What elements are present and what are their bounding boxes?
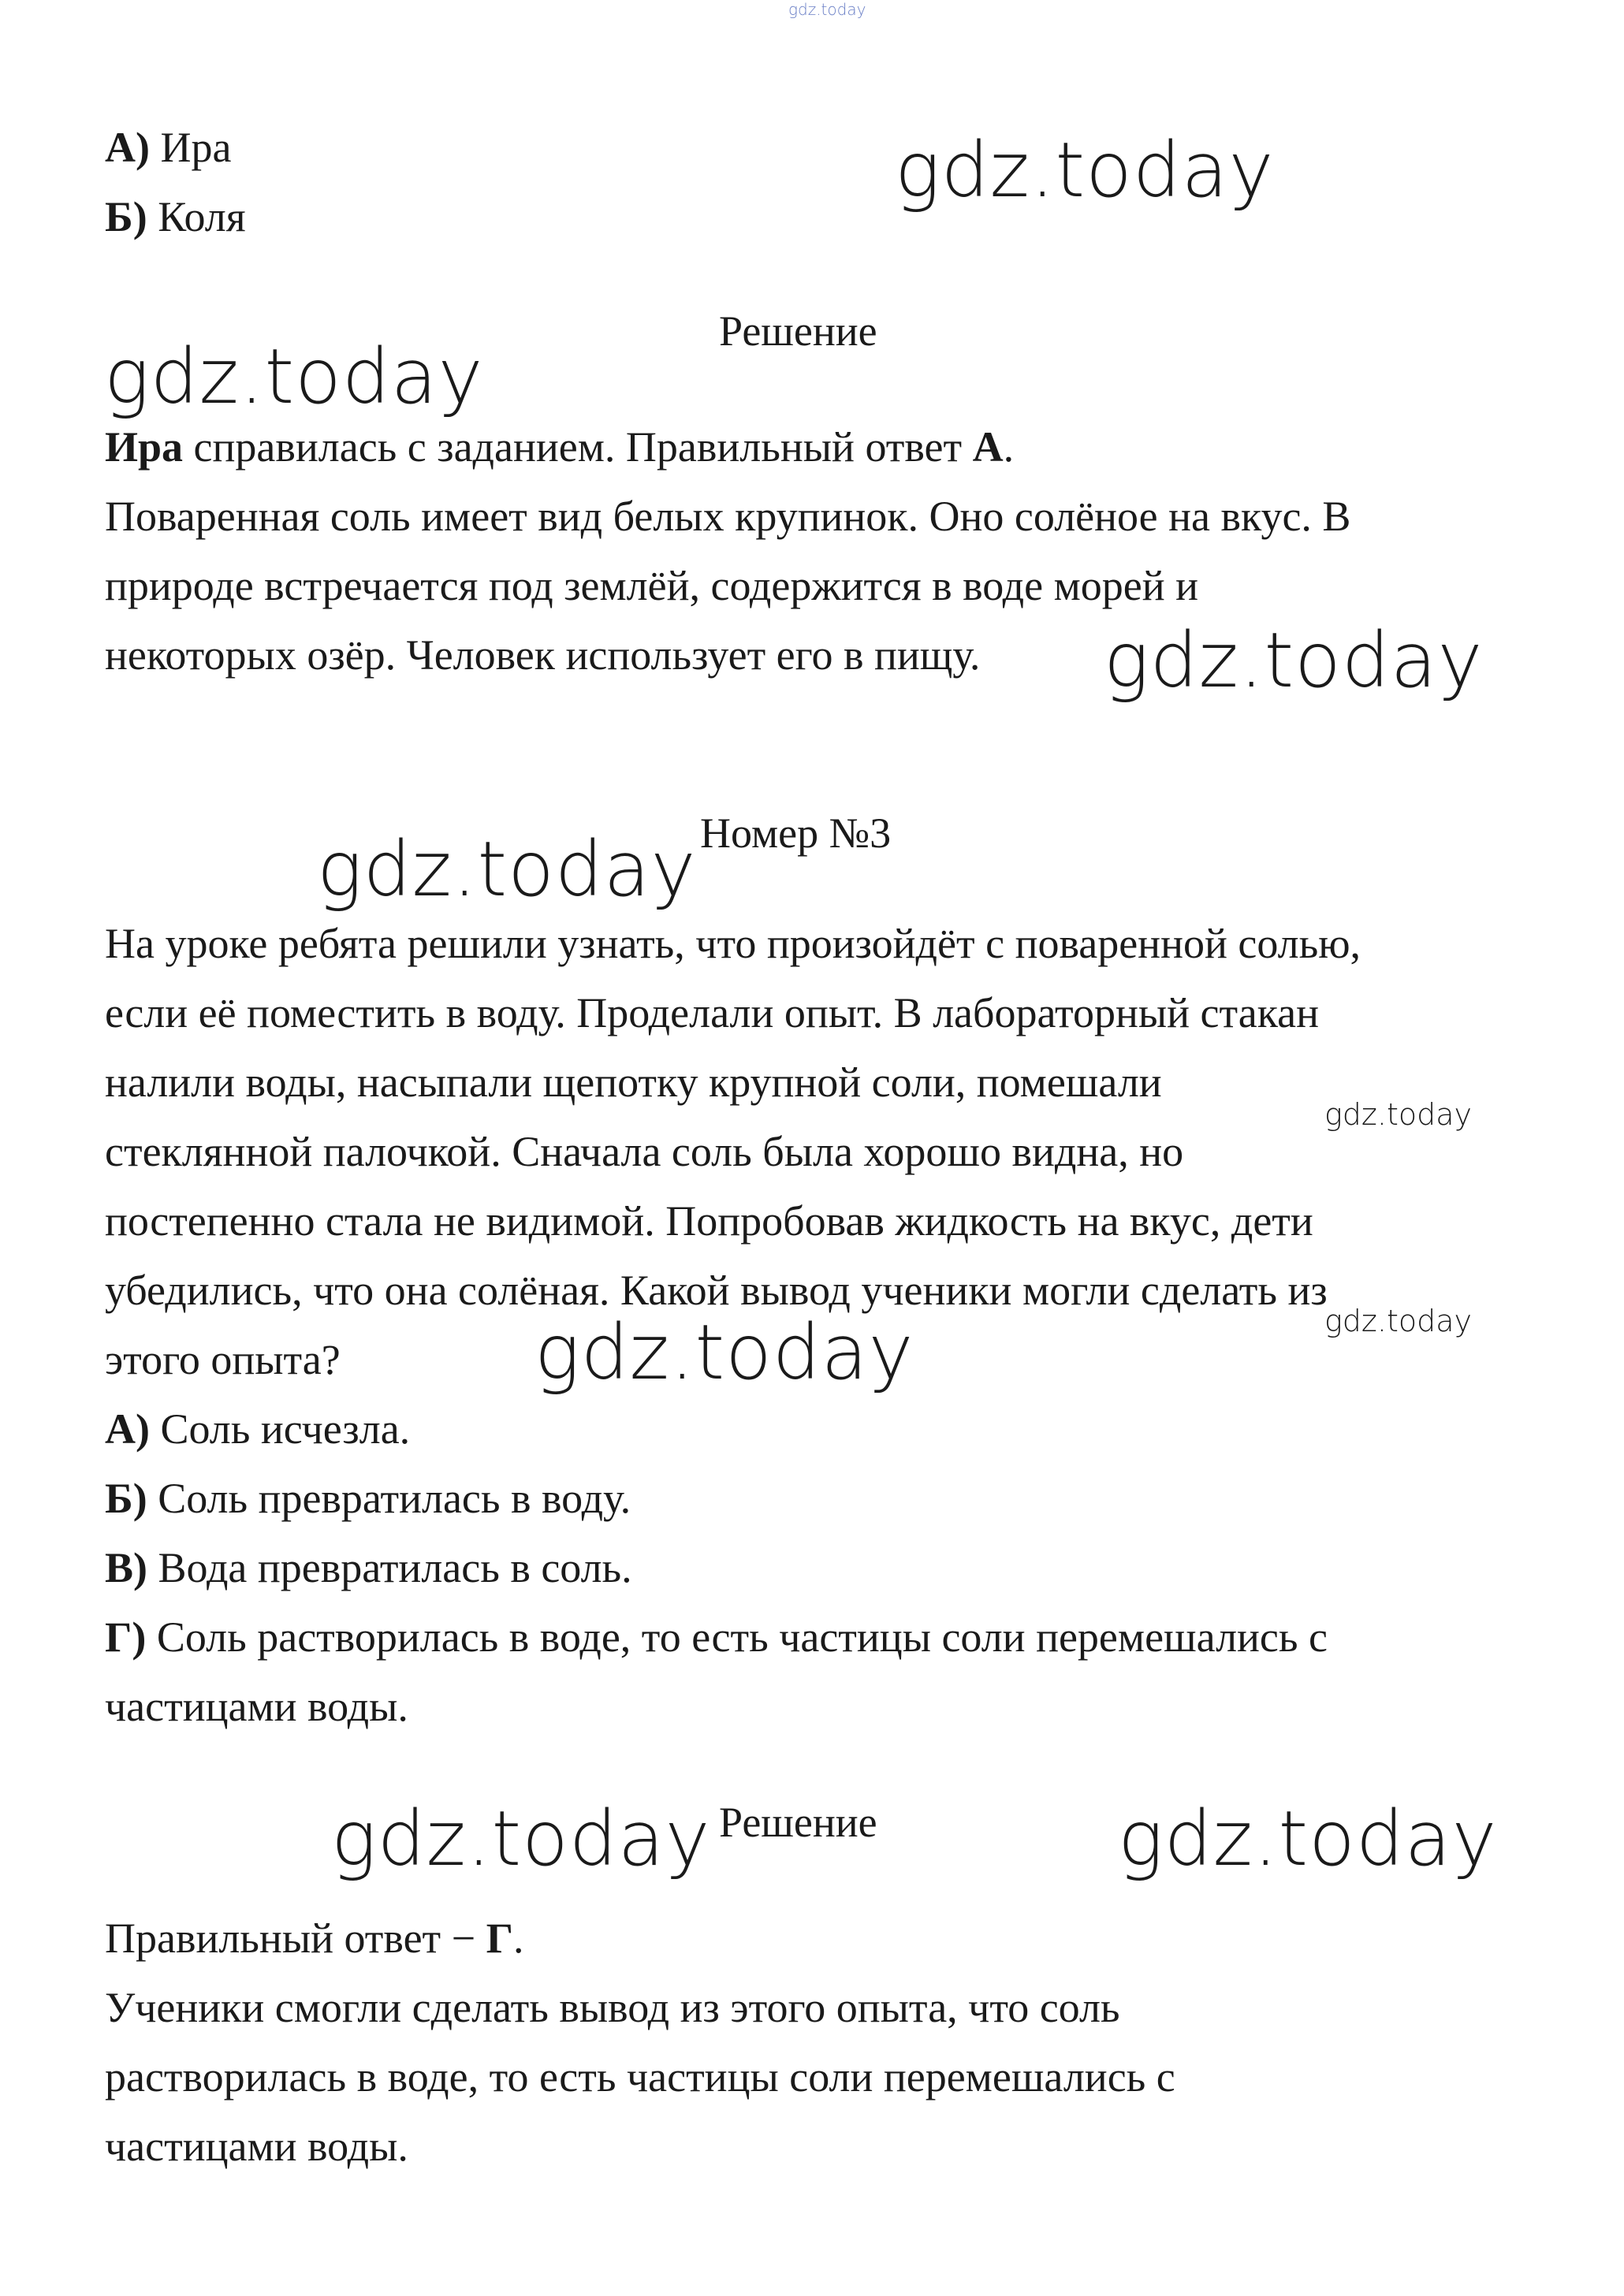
watermark: gdz.today bbox=[104, 333, 484, 421]
question-line: стеклянной палочкой. Сначала соль была хорошо видна, но bbox=[105, 1128, 1184, 1175]
answer-letter: Г bbox=[486, 1915, 513, 1962]
explanation-line: частицами воды. bbox=[105, 2123, 408, 2170]
option-b bbox=[105, 195, 246, 238]
option-letter: Б) bbox=[105, 193, 147, 240]
question-line: этого опыта? bbox=[105, 1336, 341, 1383]
explanation-line: Поваренная соль имеет вид белых крупинок. Оно солёное на вкус. В bbox=[105, 493, 1351, 540]
option-v bbox=[105, 1546, 632, 1589]
watermark-top-small: gdz.today bbox=[788, 0, 866, 19]
question-line: На уроке ребята решили узнать, что произойдёт с поваренной солью, bbox=[105, 920, 1361, 967]
option-letter: Б) bbox=[105, 1475, 147, 1522]
watermark: gdz.today bbox=[1118, 1795, 1498, 1883]
option-a bbox=[105, 1405, 411, 1453]
watermark-small: gdz.today bbox=[1324, 1097, 1472, 1132]
watermark-small: gdz.today bbox=[1324, 1304, 1472, 1338]
watermark: gdz.today bbox=[535, 1308, 914, 1397]
question-line: налили воды, насыпали щепотку крупной соли, помешали bbox=[105, 1059, 1162, 1106]
explanation-line: растворилась в воде, то есть частицы соли перемешались с bbox=[105, 2053, 1175, 2101]
question-line: убедились, что она солёная. Какой вывод ученики могли сделать из bbox=[105, 1267, 1328, 1314]
answer-end: . bbox=[1003, 423, 1015, 471]
watermark: gdz.today bbox=[895, 126, 1275, 214]
option-letter: А) bbox=[105, 124, 150, 171]
answer-name: Ира bbox=[105, 423, 184, 471]
answer-letter: А bbox=[972, 423, 1004, 471]
explanation-line: некоторых озёр. Человек использует его в пищу. bbox=[105, 631, 981, 679]
option-text: Коля bbox=[158, 193, 246, 240]
option-letter: Г) bbox=[105, 1613, 147, 1661]
solution-heading: Решение bbox=[719, 307, 877, 355]
explanation-line: Ученики смогли сделать вывод из этого опыта, что соль bbox=[105, 1984, 1120, 2031]
option-text: Соль исчезла. bbox=[160, 1405, 411, 1453]
answer-line bbox=[105, 1915, 524, 1962]
question-line: постепенно стала не видимой. Попробовав жидкость на вкус, дети bbox=[105, 1197, 1313, 1245]
answer-text: Правильный ответ − bbox=[105, 1915, 486, 1962]
option-letter: А) bbox=[105, 1405, 150, 1453]
option-text: Соль растворилась в воде, то есть частицы соли перемешались с bbox=[156, 1613, 1328, 1661]
explanation-line: природе встречается под землёй, содержится в воде морей и bbox=[105, 562, 1199, 609]
watermark: gdz.today bbox=[331, 1795, 711, 1883]
option-text: Вода превратилась в соль. bbox=[158, 1544, 632, 1591]
option-letter: В) bbox=[105, 1544, 147, 1591]
option-g bbox=[105, 1613, 1328, 1661]
option-b bbox=[105, 1477, 631, 1520]
answer-line bbox=[105, 423, 1015, 471]
option-text: Соль превратилась в воду. bbox=[158, 1475, 631, 1522]
answer-text: справилась с заданием. Правильный ответ bbox=[183, 423, 973, 471]
question-line: если её поместить в воду. Проделали опыт. В лабораторный стакан bbox=[105, 989, 1320, 1036]
number-heading: Номер №3 bbox=[700, 809, 892, 857]
option-g-continuation: частицами воды. bbox=[105, 1683, 408, 1730]
answer-end: . bbox=[512, 1915, 524, 1962]
watermark: gdz.today bbox=[317, 825, 697, 914]
option-text: Ира bbox=[160, 124, 232, 171]
watermark: gdz.today bbox=[1104, 616, 1484, 705]
solution-heading: Решение bbox=[719, 1799, 877, 1846]
option-a bbox=[105, 126, 231, 169]
